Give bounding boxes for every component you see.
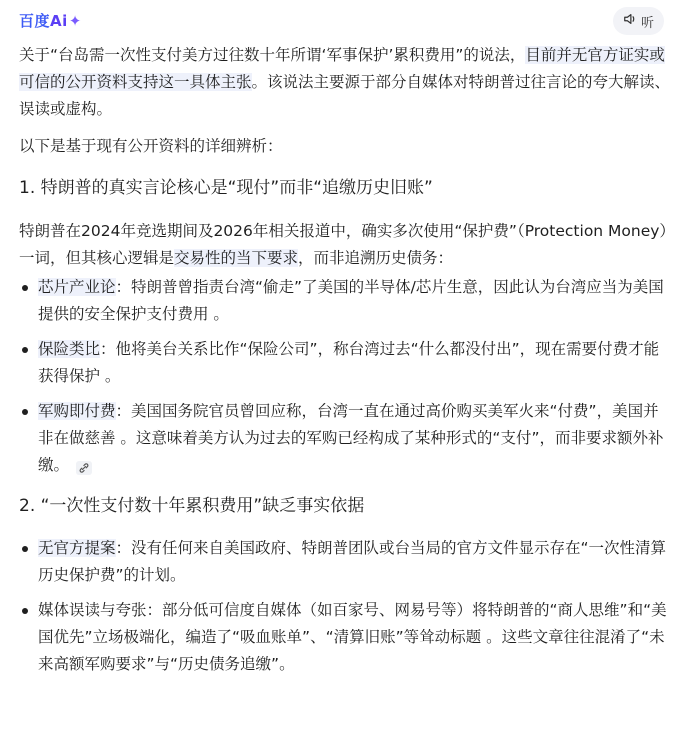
- logo-ai-text: Ai: [50, 12, 68, 30]
- answer-content: [19, 42, 671, 686]
- bullet-term: 无官方提案: [38, 539, 116, 557]
- listen-label: 听: [640, 15, 654, 31]
- bullet-text: ：他将美台关系比作“保险公司”，称台湾过去“什么都没付出”，现在需要付费才能获得保护 。: [38, 340, 660, 385]
- source-link-icon[interactable]: [75, 458, 93, 474]
- bullet-text: ：部分低可信度自媒体（如百家号、网易号等）将特朗普的“商人思维”和“美国优先”立场极端化，编造了“吸血账单”、“清算旧账”等耸动标题 。这些文章往往混淆了“未来高额军购要求”与“历史债务追缴”。: [38, 601, 667, 673]
- bullet-term: 芯片产业论: [38, 278, 116, 296]
- bullet-term: 军购即付费: [38, 402, 116, 420]
- bullet-text: ：没有任何来自美国政府、特朗普团队或台当局的官方文件显示存在“一次性清算历史保护费”的计划。: [38, 539, 667, 584]
- section2-list: [19, 535, 671, 678]
- section1-list: [19, 274, 671, 479]
- section2-heading: 2. “一次性支付数十年累积费用”缺乏事实依据: [19, 496, 365, 516]
- logo-text: 百度: [19, 12, 51, 30]
- bullet-text: ：特朗普曾指责台湾“偷走”了美国的半导体/芯片生意，因此认为台湾应当为美国提供的安全保护支付费用 。: [38, 278, 664, 323]
- section1-body: [19, 218, 671, 272]
- bullet-term: 媒体误读与夸张: [38, 601, 147, 619]
- section1-highlight: 交易性的当下要求: [174, 249, 299, 267]
- list-item: [19, 535, 671, 589]
- list-item: [19, 336, 671, 390]
- lead-paragraph: 以下是基于现有公开资料的详细辨析：: [19, 137, 283, 155]
- list-item: [19, 398, 671, 479]
- list-item: [19, 274, 671, 328]
- listen-button[interactable]: [613, 7, 664, 35]
- intro-text: 关于“台岛需一次性支付美方过往数十年所谓‘军事保护’累积费用”的说法，: [19, 46, 526, 64]
- bullet-term: 保险类比: [38, 340, 101, 358]
- list-item: [19, 597, 671, 678]
- bullet-text: ：美国国务院官员曾回应称，台湾一直在通过高价购买美军火来“付费”，美国并非在做慈善 。这意味着美方认为过去的军购已经构成了某种形式的“支付”，而非要求额外补缴。: [38, 402, 664, 474]
- intro-text-end: 。该说法主要源于部分自媒体对特朗普过往言论的夸大解读、误读或虚构。: [19, 73, 671, 118]
- section1-body-text: 特朗普在2024年竞选期间及2026年相关报道中，确实多次使用“保护费”（Protection Money）一词，但其核心逻辑是: [19, 222, 668, 267]
- baidu-ai-logo: [19, 10, 82, 31]
- intro-paragraph: [19, 42, 671, 123]
- intro-highlight: 目前并无官方证实或可信的公开资料支持这一具体主张: [19, 46, 665, 91]
- sparkle-icon: ✦: [68, 12, 82, 30]
- section1-body-end: ，而非追溯历史债务：: [298, 249, 454, 267]
- speaker-icon: [623, 12, 637, 30]
- section1-heading: 1. 特朗普的真实言论核心是“现付”而非“追缴历史旧账”: [19, 178, 433, 198]
